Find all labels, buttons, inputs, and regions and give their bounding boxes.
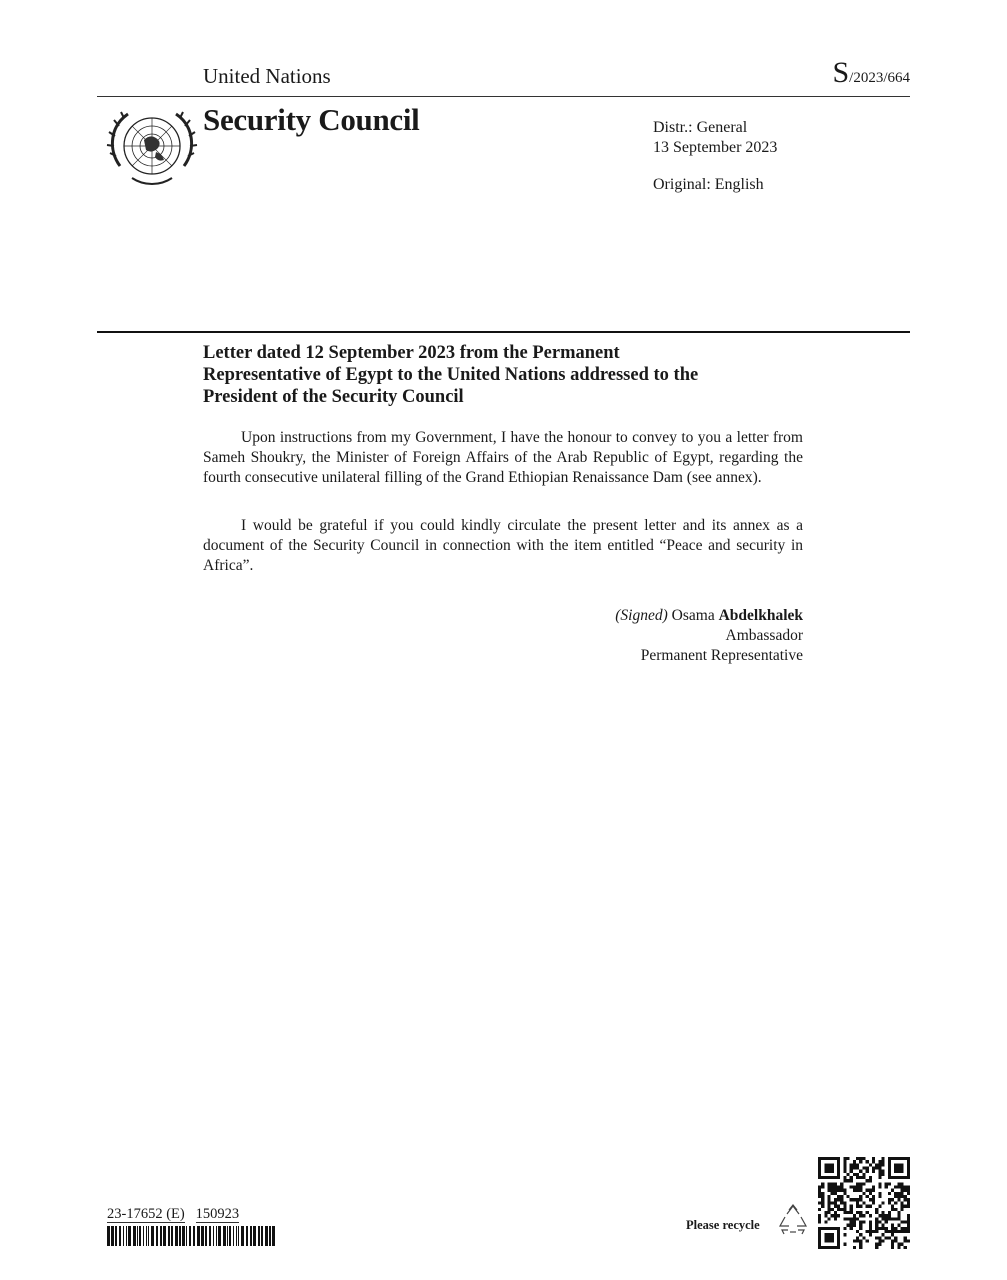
signatory-role: Permanent Representative <box>640 647 803 664</box>
signed-marker: (Signed) <box>615 607 668 624</box>
title-line: President of the Security Council <box>203 387 464 407</box>
distribution-block <box>653 118 777 158</box>
signatory-surname: Abdelkhalek <box>718 607 803 624</box>
document-symbol <box>832 56 910 90</box>
body-paragraph: I would be grateful if you could kindly circulate the present letter and its annex as a document of the Security Council in connection with the item entitled “Peace and security in Africa”. <box>203 517 803 574</box>
signature-line <box>403 606 803 626</box>
symbol-suffix: /2023/664 <box>849 70 910 86</box>
job-code: 23-17652 (E) <box>107 1206 185 1222</box>
print-date: 150923 <box>195 1206 240 1222</box>
recycle-icon <box>778 1204 808 1236</box>
organ-title: Security Council <box>203 102 420 137</box>
letter-title <box>203 342 823 408</box>
title-divider <box>97 331 910 333</box>
recycle-label: Please recycle <box>686 1218 760 1232</box>
original-language: Original: English <box>653 176 764 193</box>
un-emblem-icon <box>104 104 200 188</box>
header-divider <box>97 96 910 97</box>
distribution-label: Distr.: General <box>653 119 748 136</box>
signatory-first-name: Osama <box>671 607 715 624</box>
organization-name: United Nations <box>203 64 331 88</box>
job-number <box>107 1206 239 1223</box>
document-date: 13 September 2023 <box>653 139 778 156</box>
title-line: Letter dated 12 September 2023 from the Permanent <box>203 343 620 363</box>
signatory-title: Ambassador <box>725 627 803 644</box>
symbol-prefix: S <box>832 56 850 89</box>
qr-code-icon <box>818 1157 910 1249</box>
barcode-icon <box>107 1226 275 1246</box>
title-line: Representative of Egypt to the United Nations addressed to the <box>203 365 699 385</box>
body-paragraph: Upon instructions from my Government, I have the honour to convey to you a letter from Sameh Shoukry, the Minister of Foreign Affairs of the Arab Republic of Egypt, regarding the fourth consecutive unilateral filling of the Grand Ethiopian Renaissance Dam (see annex). <box>203 429 803 486</box>
